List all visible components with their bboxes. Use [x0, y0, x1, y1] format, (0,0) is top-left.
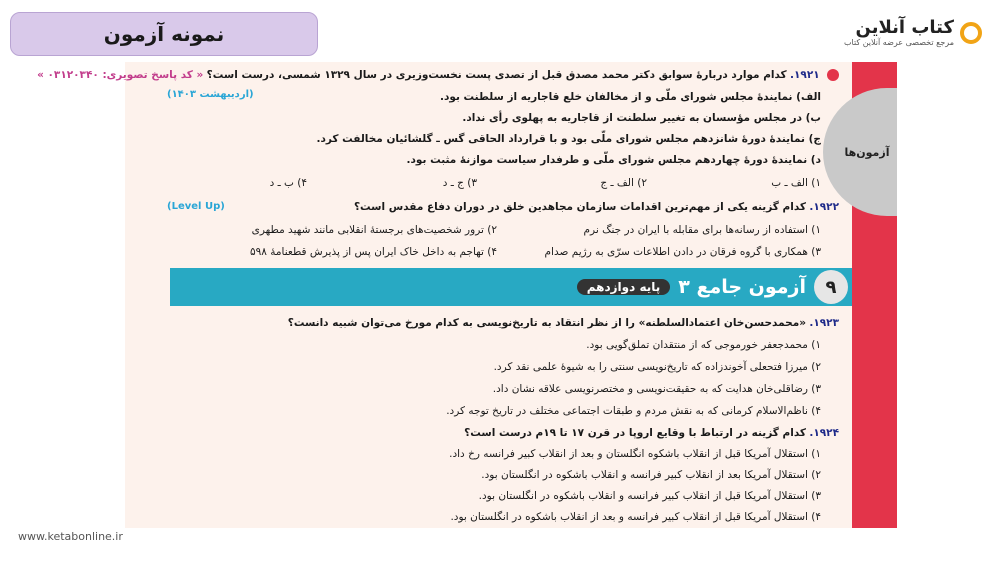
- question-1923: [288, 316, 839, 330]
- statement-1: الف) نمایندهٔ مجلس شورای ملّی و از مخالفان خلع قاجاریه از سلطنت بود.: [440, 91, 821, 103]
- question-1922: [354, 200, 839, 214]
- option-1: ۱) الف ـ ب: [771, 177, 821, 189]
- option-2: ۲) الف ـ ج: [600, 177, 647, 189]
- option-3: ۳) رضاقلی‌خان هدایت که به حقیقت‌نویسی و مختصرنویسی علاقه نشان داد.: [492, 383, 821, 395]
- question-1921: [37, 68, 839, 82]
- question-1924: [464, 426, 839, 440]
- question-number: ۱۹۲۳.: [809, 317, 839, 329]
- option-1: ۱) استفاده از رسانه‌ها برای مقابله با ایران در جنگ نرم: [583, 224, 821, 236]
- logo-name: کتاب آنلاین: [855, 17, 954, 38]
- option-1: ۱) استقلال آمریکا قبل از انقلاب باشکوه انگلستان و بعد از انقلاب کبیر فرانسه رخ داد.: [449, 448, 821, 460]
- date-tag: (اردیبهشت ۱۴۰۳): [167, 89, 254, 100]
- question-text: «محمدحسن‌خان اعتمادالسلطنه» را از نظر انتقاد به تاریخ‌نویسی به کدام مورخ می‌توان شبیه دانست؟: [287, 317, 807, 329]
- side-tab-label-pill: [823, 88, 897, 216]
- question-text: کدام موارد دربارهٔ سوابق دکتر محمد مصدق قبل از تصدی پست نخست‌وزیری در سال ۱۳۲۹ شمسی، درست است؟: [206, 69, 787, 81]
- question-number: ۱۹۲۲.: [809, 201, 839, 213]
- footer-url[interactable]: www.ketabonline.ir: [18, 530, 123, 543]
- option-1: ۱) محمدجعفر خورموجی که از منتقدان تملق‌گویی بود.: [586, 339, 821, 351]
- option-3: ۳) استقلال آمریکا قبل از انقلاب کبیر فرانسه و انقلاب باشکوه در انگلستان بود.: [478, 490, 821, 502]
- statement-2: ب) در مجلس مؤسسان به تغییر سلطنت از قاجاریه به پهلوی رأی نداد.: [462, 112, 821, 124]
- option-2: ۲) میرزا فتحعلی آخوندزاده که تاریخ‌نویسی سنتی را به شیوهٔ علمی نقد کرد.: [493, 361, 821, 373]
- option-2: ۲) ترور شخصیت‌های برجستهٔ انقلابی مانند شهید مطهری: [251, 224, 497, 236]
- option-3: ۳) ج ـ د: [442, 177, 477, 189]
- page-title: نمونه آزمون: [10, 12, 318, 56]
- option-4: ۴) ب ـ د: [269, 177, 307, 189]
- question-text: کدام گزینه در ارتباط با وقایع اروپا در قرن ۱۷ تا ۱۹م درست است؟: [464, 427, 807, 439]
- option-4: ۴) استقلال آمریکا قبل از انقلاب کبیر فرانسه و بعد از انقلاب باشکوه در انگلستان بود.: [450, 511, 821, 523]
- question-number: ۱۹۲۱.: [790, 69, 820, 81]
- option-4: ۴) تهاجم به داخل خاک ایران پس از پذیرش قطعنامهٔ ۵۹۸: [250, 246, 497, 258]
- level-tag: (Level Up): [167, 201, 225, 212]
- option-2: ۲) استقلال آمریکا بعد از انقلاب کبیر فرانسه و انقلاب باشکوه در انگلستان بود.: [481, 469, 821, 481]
- statement-3: ج) نمایندهٔ دورهٔ شانزدهم مجلس شورای ملّی بود و با قرارداد الحاقی گس ـ گلشائیان مخالفت کرد.: [316, 133, 821, 145]
- side-tab-label: آزمون‌ها: [844, 145, 890, 159]
- answer-code: « کد پاسخ تصویری: ۰۳۱۲۰۳۴۰ »: [37, 69, 204, 81]
- section-number: ۹: [814, 270, 848, 304]
- video-answer-icon: [827, 69, 839, 81]
- logo-tagline: مرجع تخصصی عرضه آنلاین کتاب: [843, 38, 954, 47]
- book-page: [37, 62, 897, 528]
- question-number: ۱۹۲۴.: [809, 427, 839, 439]
- logo-ring-icon: [960, 22, 982, 44]
- statement-4: د) نمایندهٔ دورهٔ چهاردهم مجلس شورای ملّی و طرفدار سیاست موازنهٔ مثبت بود.: [406, 154, 821, 166]
- option-3: ۳) همکاری با گروه فرقان در دادن اطلاعات سرّی به رژیم صدام: [544, 246, 821, 258]
- grade-pill: پایه دوازدهم: [577, 279, 671, 295]
- section-banner: [170, 268, 852, 306]
- option-4: ۴) ناظم‌الاسلام کرمانی که به نقش مردم و طبقات اجتماعی مختلف در تاریخ توجه کرد.: [446, 405, 821, 417]
- logo: [844, 18, 982, 48]
- question-text: کدام گزینه یکی از مهم‌ترین اقدامات سازمان مجاهدین خلق در دوران دفاع مقدس است؟: [353, 201, 807, 213]
- section-title: آزمون جامع ۳: [678, 276, 806, 298]
